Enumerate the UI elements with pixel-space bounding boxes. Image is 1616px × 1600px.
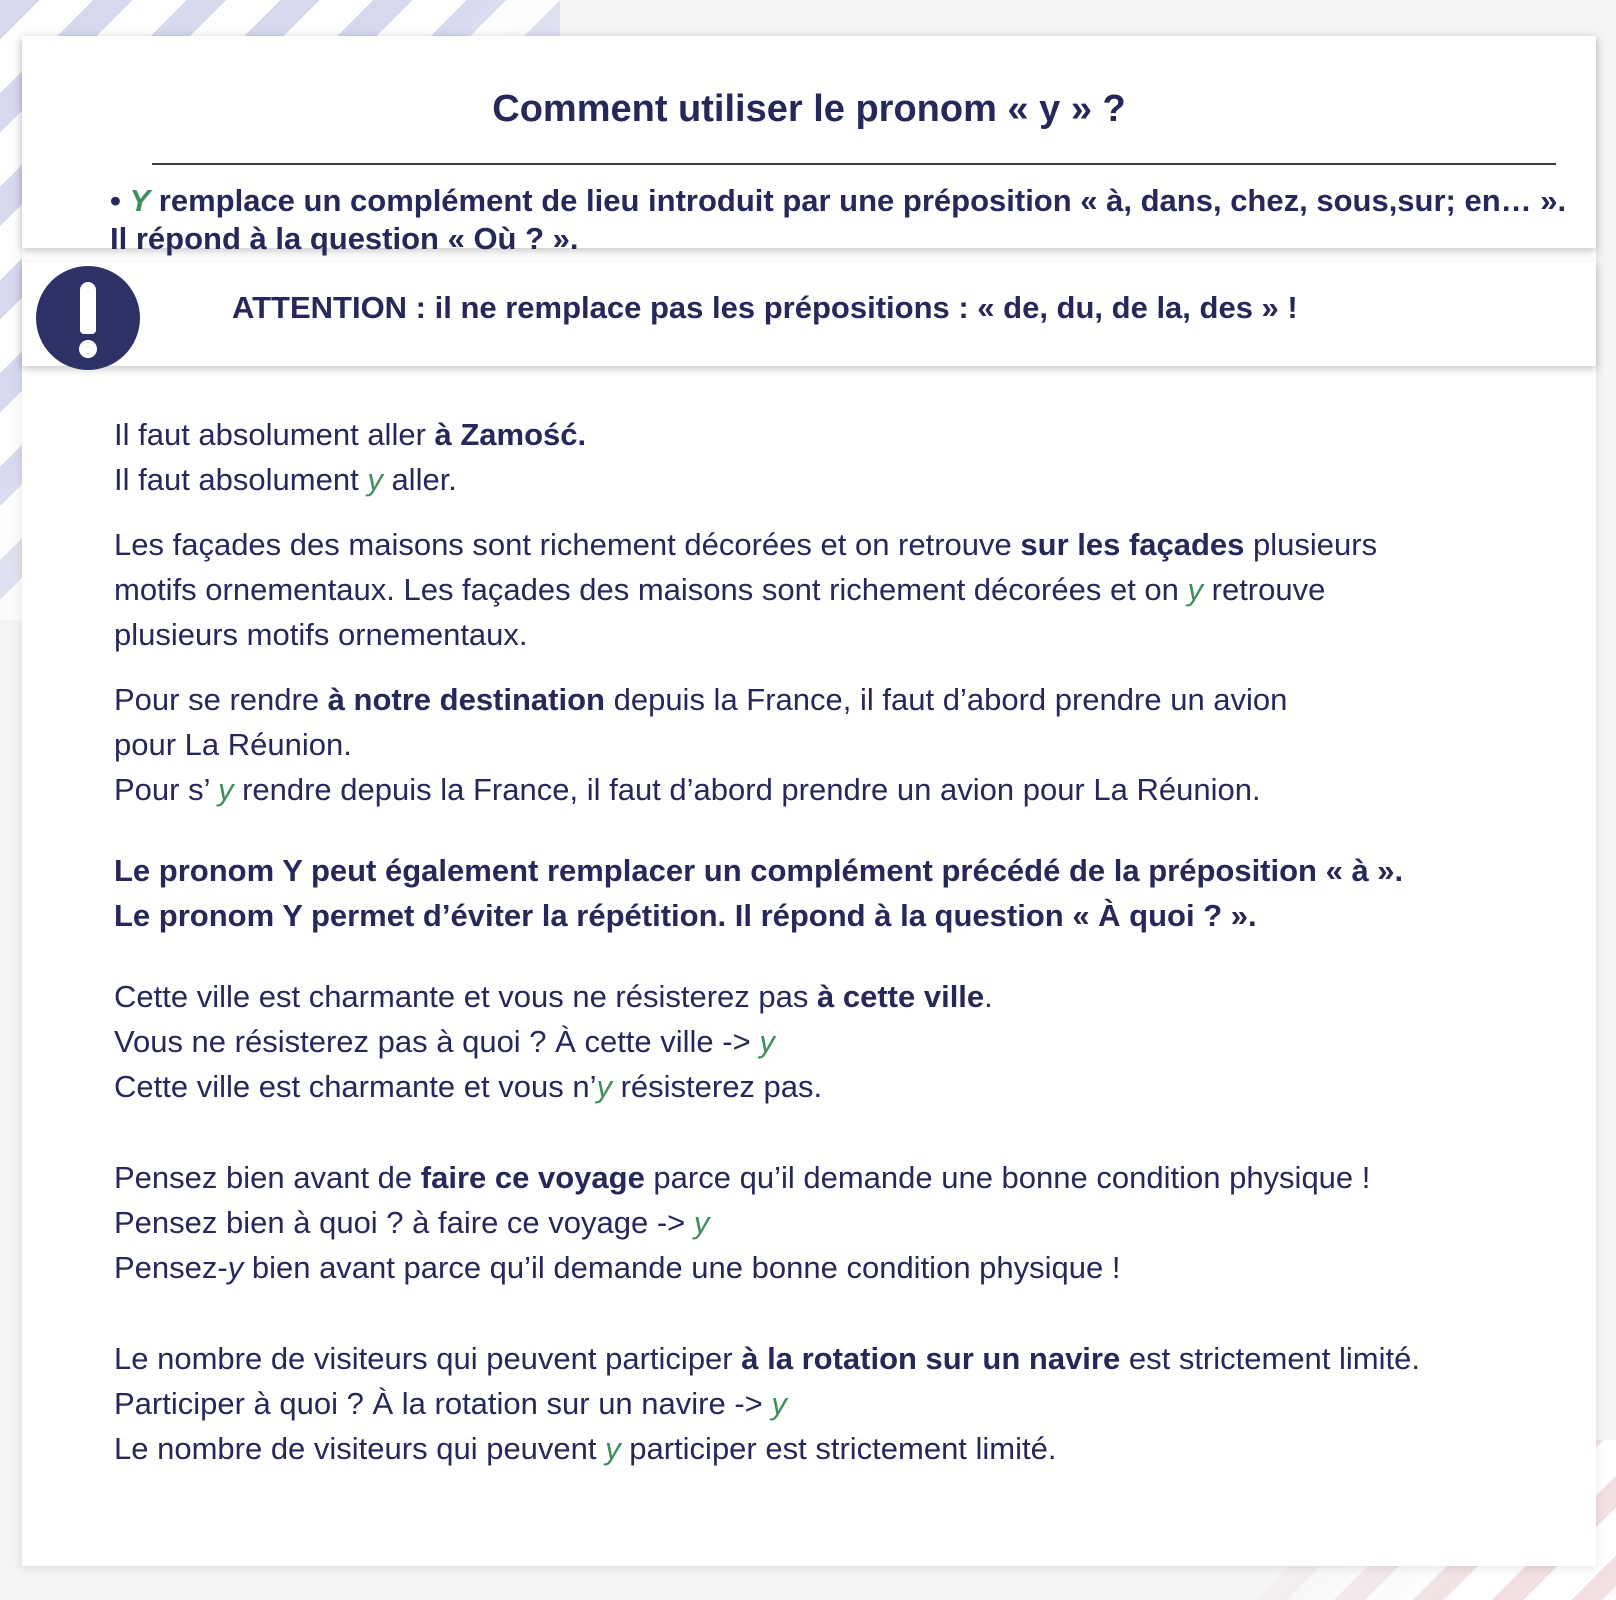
intro-text (110, 182, 1590, 258)
pronoun-y: y (217, 772, 234, 807)
text-run: Cette ville est charmante et vous ne résisterez pas (114, 979, 817, 1014)
text-run: Les façades des maisons sont richement décorées et on retrouve (114, 527, 1021, 562)
example-line (114, 1019, 1584, 1064)
example-line (114, 1381, 1584, 1426)
intro-y: Y (129, 183, 151, 218)
example-line (114, 567, 1584, 612)
text-run: plusieurs motifs ornementaux. (114, 617, 528, 652)
example-line (114, 677, 1584, 722)
bold-run: faire ce voyage (420, 1160, 645, 1195)
rule-line (114, 893, 1584, 938)
pronoun-y: y (605, 1431, 621, 1466)
text-run: Il faut absolument (114, 462, 368, 497)
intro-bullet: • (110, 183, 121, 218)
pronoun-y: y (227, 1250, 244, 1285)
pronoun-y: y (596, 1069, 612, 1104)
exclamation-icon (36, 266, 140, 370)
text-run: Pensez- (114, 1250, 228, 1285)
text-run: Pensez bien à quoi ? à faire ce voyage -> (114, 1205, 694, 1240)
example-line (114, 1064, 1584, 1109)
page-title: Comment utiliser le pronom « y » ? (492, 88, 1126, 130)
text-run: Vous ne résisterez pas à quoi ? À cette ville -> (114, 1024, 760, 1059)
bold-run: à Zamość. (434, 417, 587, 452)
text-run: motifs ornementaux. Les façades des maisons sont richement décorées et on (114, 572, 1188, 607)
text-run: Pour s’ (114, 772, 218, 807)
text-run: Le nombre de visiteurs qui peuvent (114, 1431, 606, 1466)
example-line (114, 1426, 1584, 1471)
example-line (114, 722, 1584, 767)
text-run: retrouve (1203, 572, 1326, 607)
example-line (114, 1155, 1584, 1200)
example-line (114, 767, 1584, 812)
title-divider (152, 163, 1556, 165)
text-run: parce qu’il demande une bonne condition physique ! (644, 1160, 1371, 1195)
text-run: Cette ville est charmante et vous n’ (114, 1069, 597, 1104)
pronoun-y: y (367, 462, 383, 497)
text-run: est strictement limité. (1120, 1341, 1420, 1376)
example-line (114, 612, 1584, 657)
text-run: rendre depuis la France, il faut d’abord prendre un avion pour La Réunion. (233, 772, 1261, 807)
pronoun-y: y (771, 1386, 787, 1421)
text-run: Il faut absolument aller (114, 417, 435, 452)
intro-definition: remplace un complément de lieu introduit par une préposition « à, dans, chez, sous,sur; en… ». Il répond à la question « Où ? ». (110, 183, 1567, 256)
bold-run: à la rotation sur un navire (741, 1341, 1121, 1376)
example-line (114, 1200, 1584, 1245)
example-line (114, 1336, 1584, 1381)
text-run: pour La Réunion. (114, 727, 352, 762)
text-run: Pensez bien avant de (114, 1160, 421, 1195)
bold-run: à cette ville (817, 979, 985, 1014)
exclamation-bar (80, 282, 96, 334)
text-run: Pour se rendre (114, 682, 328, 717)
bold-run: sur les façades (1020, 527, 1245, 562)
examples-content (114, 412, 1584, 1471)
example-line (114, 457, 1584, 502)
text-run: . (984, 979, 993, 1014)
text-run: bien avant parce qu’il demande une bonne condition physique ! (243, 1250, 1121, 1285)
bold-run: à notre destination (327, 682, 605, 717)
pronoun-y: y (1187, 572, 1204, 607)
text-run: Participer à quoi ? À la rotation sur un navire -> (114, 1386, 772, 1421)
example-line (114, 1245, 1584, 1290)
exclamation-dot (79, 340, 97, 358)
bold-run: Le pronom Y peut également remplacer un complément précédé de la préposition « à ». (114, 853, 1404, 888)
header-box (22, 36, 1596, 256)
pronoun-y: y (693, 1205, 710, 1240)
text-run: aller. (382, 462, 457, 497)
rule-line (114, 848, 1584, 893)
pronoun-y: y (759, 1024, 775, 1059)
text-run: résisterez pas. (611, 1069, 823, 1104)
text-run: Le nombre de visiteurs qui peuvent participer (114, 1341, 742, 1376)
text-run: participer est strictement limité. (620, 1431, 1057, 1466)
example-line (114, 412, 1584, 457)
text-run: plusieurs (1244, 527, 1378, 562)
bold-run: Le pronom Y permet d’éviter la répétition. Il répond à la question « À quoi ? ». (114, 898, 1257, 933)
example-line (114, 974, 1584, 1019)
example-line (114, 522, 1584, 567)
attention-text: ATTENTION : il ne remplace pas les prépositions : « de, du, de la, des » ! (232, 290, 1298, 325)
text-run: depuis la France, il faut d’abord prendre un avion (604, 682, 1288, 717)
